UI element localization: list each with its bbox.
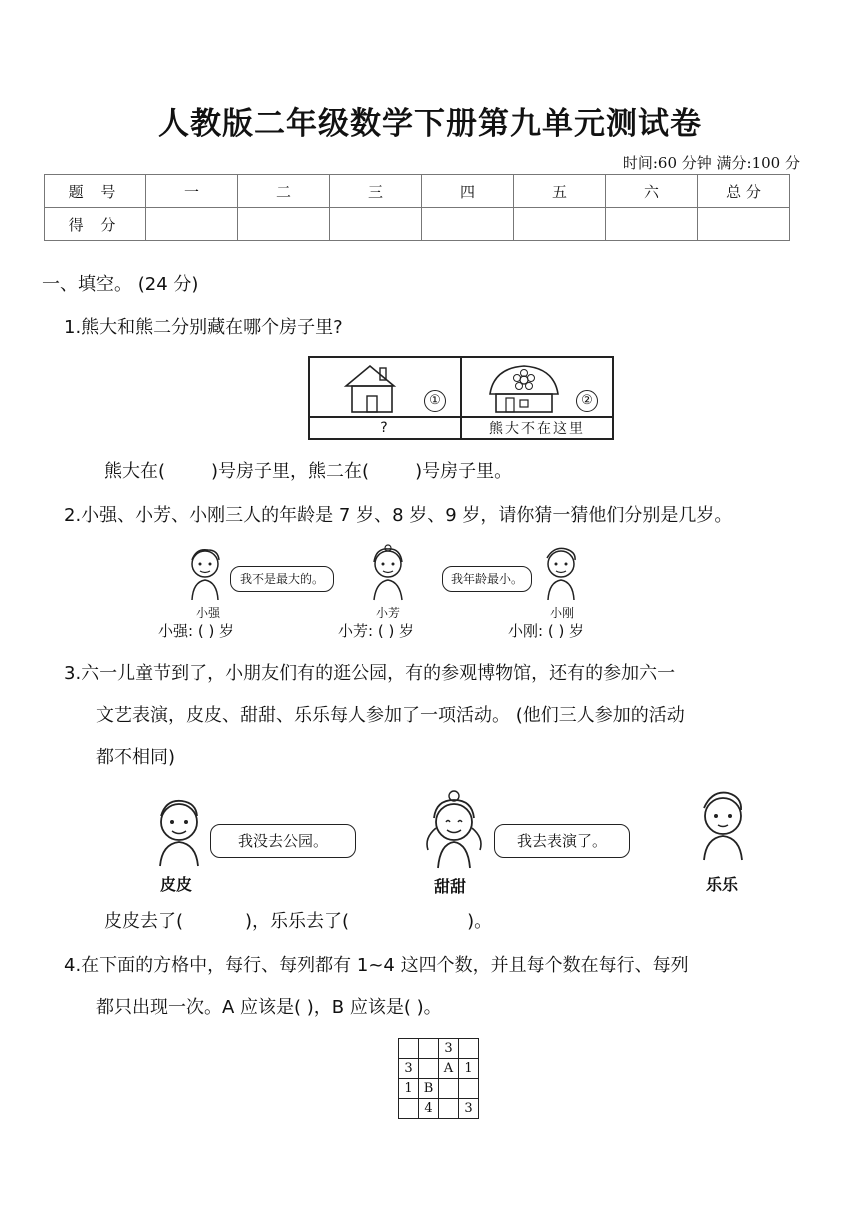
house-2-number: ② [576, 390, 598, 412]
col-total: 总 分 [698, 175, 790, 208]
exam-meta: 时间:60 分钟 满分:100 分 [622, 154, 800, 172]
xiaoqiang-bubble: 我不是最大的。 [230, 566, 334, 592]
age-answer-xiaoqiang[interactable]: 小强: ( ) 岁 [158, 622, 235, 640]
answer-text: )号房子里，熊二在( [211, 461, 370, 482]
score-row [45, 208, 790, 241]
grid-cell [439, 1079, 459, 1099]
answer-text: )，乐乐去了( [245, 911, 350, 932]
flower-house-icon [484, 360, 564, 416]
score-table [44, 174, 790, 241]
grid-cell [459, 1039, 479, 1059]
col-1: 一 [146, 175, 238, 208]
boy-lele-icon [694, 788, 752, 862]
grid-cell: 1 [459, 1059, 479, 1079]
house-1-number: ① [424, 390, 446, 412]
house-2-cell [461, 357, 613, 417]
question-3-line-2: 文艺表演，皮皮、甜甜、乐乐每人参加了一项活动。 (他们三人参加的活动 [96, 705, 685, 726]
section-heading: 一、填空。 (24 分) [42, 274, 199, 295]
question-3-answer [104, 904, 492, 940]
answer-text: )号房子里。 [415, 461, 513, 482]
age-answer-xiaogang[interactable]: 小刚: ( ) 岁 [508, 622, 585, 640]
question-2: 2.小强、小芳、小刚三人的年龄是 7 岁、8 岁、9 岁，请你猜一猜他们分别是几岁。 [64, 505, 733, 526]
question-1-answer [104, 454, 512, 490]
grid-cell: 3 [459, 1099, 479, 1119]
grid-cell [419, 1039, 439, 1059]
score-cell[interactable] [514, 208, 606, 241]
page-title: 人教版二年级数学下册第九单元测试卷 [158, 106, 702, 142]
score-cell[interactable] [330, 208, 422, 241]
kid-name: 小芳 [376, 606, 401, 620]
col-3: 三 [330, 175, 422, 208]
kid-name: 小刚 [550, 606, 575, 620]
boy-xiaoqiang-icon [184, 546, 226, 602]
kid-name: 皮皮 [160, 875, 193, 894]
kid-name: 乐乐 [706, 875, 739, 894]
score-cell[interactable] [422, 208, 514, 241]
boy-pipi-icon [150, 796, 208, 868]
age-answer-xiaofang[interactable]: 小芳: ( ) 岁 [338, 622, 415, 640]
kid-name: 甜甜 [434, 877, 467, 896]
house-icon [340, 360, 410, 416]
boy-xiaogang-icon [540, 546, 582, 602]
house-1-label: ? [309, 417, 461, 439]
girl-xiaofang-icon [366, 544, 410, 602]
number-grid [398, 1038, 479, 1119]
grid-cell: 1 [399, 1079, 419, 1099]
question-4-line-1: 4.在下面的方格中，每行、每列都有 1~4 这四个数，并且每个数在每行、每列 [64, 955, 689, 976]
row-header-label: 题 号 [45, 175, 146, 208]
girl-tiantian-icon [418, 788, 490, 870]
grid-cell: B [419, 1079, 439, 1099]
house-2-label: 熊大不在这里 [461, 417, 613, 439]
grid-cell: 3 [399, 1059, 419, 1079]
col-2: 二 [238, 175, 330, 208]
score-cell[interactable] [146, 208, 238, 241]
grid-cell [459, 1079, 479, 1099]
answer-text: 熊大在( [104, 461, 166, 482]
question-4-line-2: 都只出现一次。A 应该是( )，B 应该是( )。 [96, 997, 442, 1018]
question-1: 1.熊大和熊二分别藏在哪个房子里? [64, 317, 343, 338]
kid-name: 小强 [196, 606, 221, 620]
col-6: 六 [606, 175, 698, 208]
score-cell[interactable] [606, 208, 698, 241]
score-header-row [45, 175, 790, 208]
col-5: 五 [514, 175, 606, 208]
question-3-line-1: 3.六一儿童节到了，小朋友们有的逛公园，有的参观博物馆，还有的参加六一 [64, 663, 676, 684]
grid-cell [399, 1099, 419, 1119]
answer-text: )。 [467, 911, 493, 932]
pipi-bubble: 我没去公园。 [210, 824, 356, 858]
grid-cell: 3 [439, 1039, 459, 1059]
question-3-line-3: 都不相同) [96, 747, 176, 768]
answer-text: 皮皮去了( [104, 911, 184, 932]
score-cell[interactable] [238, 208, 330, 241]
xiaogang-bubble: 我年龄最小。 [442, 566, 532, 592]
score-label: 得 分 [45, 208, 146, 241]
tiantian-bubble: 我去表演了。 [494, 824, 630, 858]
grid-cell [419, 1059, 439, 1079]
house-1-cell [309, 357, 461, 417]
score-cell[interactable] [698, 208, 790, 241]
grid-cell: 4 [419, 1099, 439, 1119]
grid-cell [439, 1099, 459, 1119]
col-4: 四 [422, 175, 514, 208]
grid-cell: A [439, 1059, 459, 1079]
grid-cell [399, 1039, 419, 1059]
houses-figure [308, 356, 614, 440]
